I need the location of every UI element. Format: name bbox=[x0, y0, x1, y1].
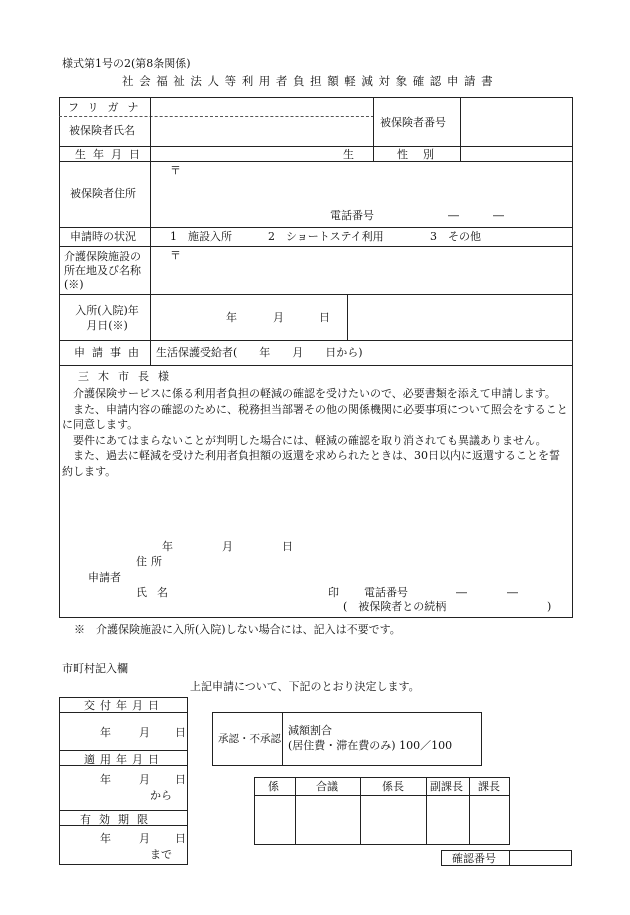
addressee: 三木市長様 bbox=[78, 370, 178, 383]
postal-mark: 〒 bbox=[170, 164, 181, 177]
apply-month: 月 bbox=[139, 773, 150, 786]
status-label: 申請時の状況 bbox=[70, 230, 136, 243]
applicant-phone-label: 電話番号 bbox=[364, 586, 408, 599]
birth-suffix: 生 bbox=[343, 148, 354, 161]
declaration-paragraph-1: 介護保険サービスに係る利用者負担の軽減の確認を受けたいので、必要書類を添えて申請します。 bbox=[73, 387, 556, 400]
decision-text: 上記申請について、下記のとおり決定します。 bbox=[190, 680, 420, 693]
admission-day: 日 bbox=[319, 311, 330, 324]
declaration-paragraph-3: 要件にあてはまらないことが判明した場合には、軽減の確認を取り消されても異議ありません。 bbox=[73, 433, 547, 447]
admission-label: 入所(入院)年月日(※) bbox=[75, 304, 139, 332]
issue-year: 年 bbox=[100, 726, 111, 739]
relation-label: ( 被保険者との続柄 bbox=[343, 600, 447, 613]
applicant-address-label: 住所 bbox=[136, 555, 166, 568]
seal-mark: 印 bbox=[328, 586, 339, 599]
facility-postal-mark: 〒 bbox=[170, 249, 181, 262]
declaration-paragraph-4: また、過去に軽減を受けた利用者負担額の返還を求められたときは、30日以内に返還することを誓約します。 bbox=[62, 449, 560, 478]
sex-label: 性 別 bbox=[397, 148, 436, 161]
confirm-number-field[interactable] bbox=[511, 851, 571, 865]
reason-label: 申請事由 bbox=[74, 346, 146, 359]
furigana-label: フリガナ bbox=[68, 101, 148, 114]
facility-label: 介護保険施設の所在地及び名称(※) bbox=[64, 250, 141, 291]
municipal-section-label: 市町村記入欄 bbox=[62, 662, 128, 675]
reduction-label: 減額割合 bbox=[288, 724, 332, 737]
approval-label[interactable]: 承認・不承認 bbox=[218, 733, 281, 745]
stamp-header-staff: 係 bbox=[268, 780, 279, 793]
phone-label: 電話番号 bbox=[330, 209, 374, 222]
apply-day: 日 bbox=[175, 773, 186, 786]
apply-date-label: 適用年月日 bbox=[84, 753, 164, 766]
phone-dashes: ― ― bbox=[448, 209, 508, 222]
issue-month: 月 bbox=[139, 726, 150, 739]
footnote: ※ 介護保険施設に入所(入院)しない場合には、記入は不要です。 bbox=[74, 623, 401, 636]
issue-date-label: 交付年月日 bbox=[84, 699, 164, 712]
valid-month: 月 bbox=[139, 832, 150, 845]
apply-from: から bbox=[150, 789, 172, 802]
status-option-1[interactable]: 1 施設入所 bbox=[170, 230, 232, 243]
stamp-header-deputy: 副課長 bbox=[430, 780, 463, 793]
applicant-label: 申請者 bbox=[88, 571, 121, 584]
valid-period-label: 有効期限 bbox=[80, 813, 156, 826]
valid-year: 年 bbox=[100, 832, 111, 845]
address-label: 被保険者住所 bbox=[70, 187, 136, 200]
form-number: 様式第1号の2(第8条関係) bbox=[62, 57, 191, 70]
facility-field[interactable] bbox=[152, 248, 572, 293]
application-day: 日 bbox=[282, 540, 293, 553]
insured-number-field[interactable] bbox=[462, 99, 572, 145]
municipal-date-box bbox=[59, 697, 188, 865]
address-field[interactable] bbox=[152, 163, 572, 203]
sex-field[interactable] bbox=[462, 148, 572, 160]
furigana-field[interactable] bbox=[152, 99, 372, 115]
admission-date-field[interactable] bbox=[152, 296, 346, 339]
confirm-number-label: 確認番号 bbox=[452, 852, 496, 865]
valid-until: まで bbox=[150, 848, 172, 861]
stamp-header-manager: 課長 bbox=[478, 780, 500, 793]
declaration-paragraph-2: また、申請内容の確認のために、税務担当部署その他の関係機関に必要事項について照会をすることに同意します。 bbox=[62, 402, 568, 431]
admission-year: 年 bbox=[226, 311, 237, 324]
stamp-header-chief: 係長 bbox=[382, 780, 404, 793]
valid-day: 日 bbox=[175, 832, 186, 845]
reason-text[interactable]: 生活保護受給者( 年 月 日から) bbox=[156, 346, 363, 359]
application-year: 年 bbox=[162, 540, 173, 553]
insured-name-label: 被保険者氏名 bbox=[69, 124, 135, 137]
status-option-2[interactable]: 2 ショートステイ利用 bbox=[268, 230, 384, 243]
issue-day: 日 bbox=[175, 726, 186, 739]
relation-close: ) bbox=[547, 600, 552, 613]
birthdate-label: 生年月日 bbox=[75, 148, 147, 161]
reduction-detail: (居住費・滞在費のみ) 100／100 bbox=[288, 739, 453, 752]
insured-name-field[interactable] bbox=[152, 118, 372, 145]
insured-number-label: 被保険者番号 bbox=[380, 116, 446, 129]
apply-year: 年 bbox=[100, 773, 111, 786]
declaration-text bbox=[62, 386, 570, 479]
applicant-name-label: 氏名 bbox=[136, 586, 178, 599]
admission-month: 月 bbox=[273, 311, 284, 324]
applicant-phone-dashes: ― ― bbox=[456, 586, 524, 599]
application-month: 月 bbox=[222, 540, 233, 553]
status-option-3[interactable]: 3 その他 bbox=[430, 230, 481, 243]
form-title: 社会福祉法人等利用者負担額軽減対象確認申請書 bbox=[122, 74, 499, 88]
stamp-header-council: 合議 bbox=[316, 780, 338, 793]
